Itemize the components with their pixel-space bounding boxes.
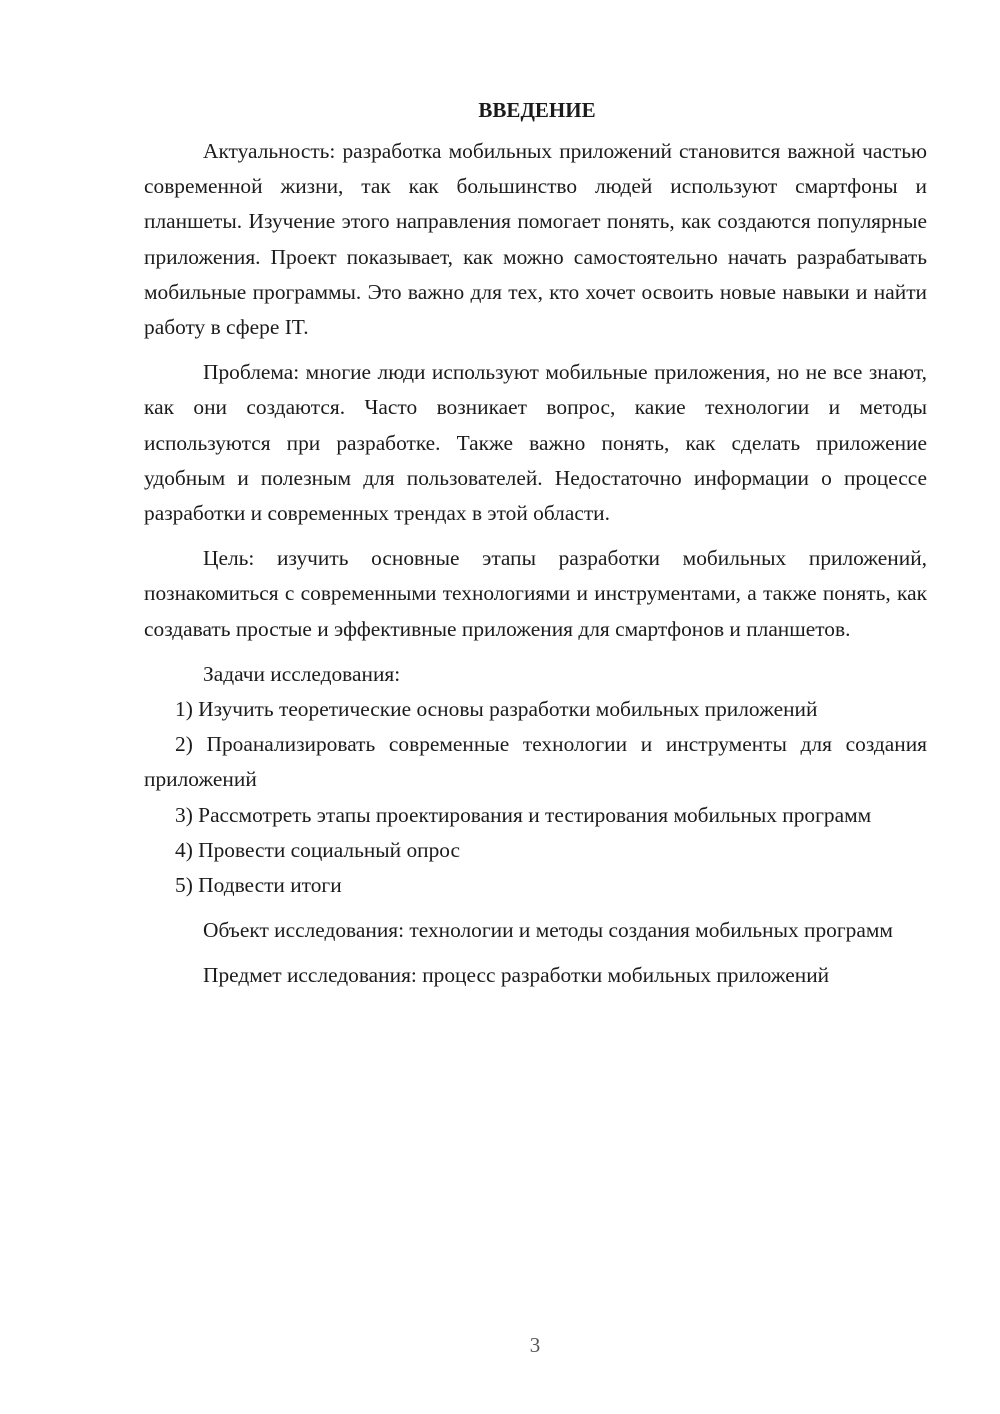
task-item-1: 1) Изучить теоретические основы разработки мобильных приложений [175, 697, 818, 722]
task-item-4: 4) Провести социальный опрос [175, 837, 461, 862]
tasks-list [144, 692, 927, 903]
goal-paragraph: Цель: изучить основные этапы разработки мобильных приложений, познакомиться с современными технологиями и инструментами, а также понять, как создавать простые и эффективные приложения для смартфонов и планшетов. [144, 546, 927, 641]
page-number: 3 [529, 1333, 541, 1357]
tasks-heading: Задачи исследования: [203, 661, 401, 686]
problem-paragraph: Проблема: многие люди используют мобильные приложения, но не все знают, как они создаются. Часто возникает вопрос, какие технологии и методы используются при разработке. Также важно понять, как сделать приложение удобным и полезным для пользователей. Недостаточно информации о процессе разработки и современных трендах в этой области. [144, 360, 927, 526]
relevance-paragraph: Актуальность: разработка мобильных приложений становится важной частью современной жизни, так как большинство людей используют смартфоны и планшеты. Изучение этого направления помогает понять, как создаются популярные приложения. Проект показывает, как можно самостоятельно начать разрабатывать мобильные программы. Это важно для тех, кто хочет освоить новые навыки и найти работу в сфере IT. [144, 139, 927, 340]
task-item-5: 5) Подвести итоги [175, 873, 342, 898]
subject-paragraph: Предмет исследования: процесс разработки мобильных приложений [203, 963, 830, 988]
object-paragraph: Объект исследования: технологии и методы создания мобильных программ [203, 918, 893, 943]
document-page [144, 95, 927, 994]
task-item-2: 2) Проанализировать современные технологии и инструменты для создания приложений [144, 732, 927, 792]
page-title: ВВЕДЕНИЕ [478, 98, 596, 122]
task-item-3: 3) Рассмотреть этапы проектирования и тестирования мобильных программ [175, 802, 872, 827]
